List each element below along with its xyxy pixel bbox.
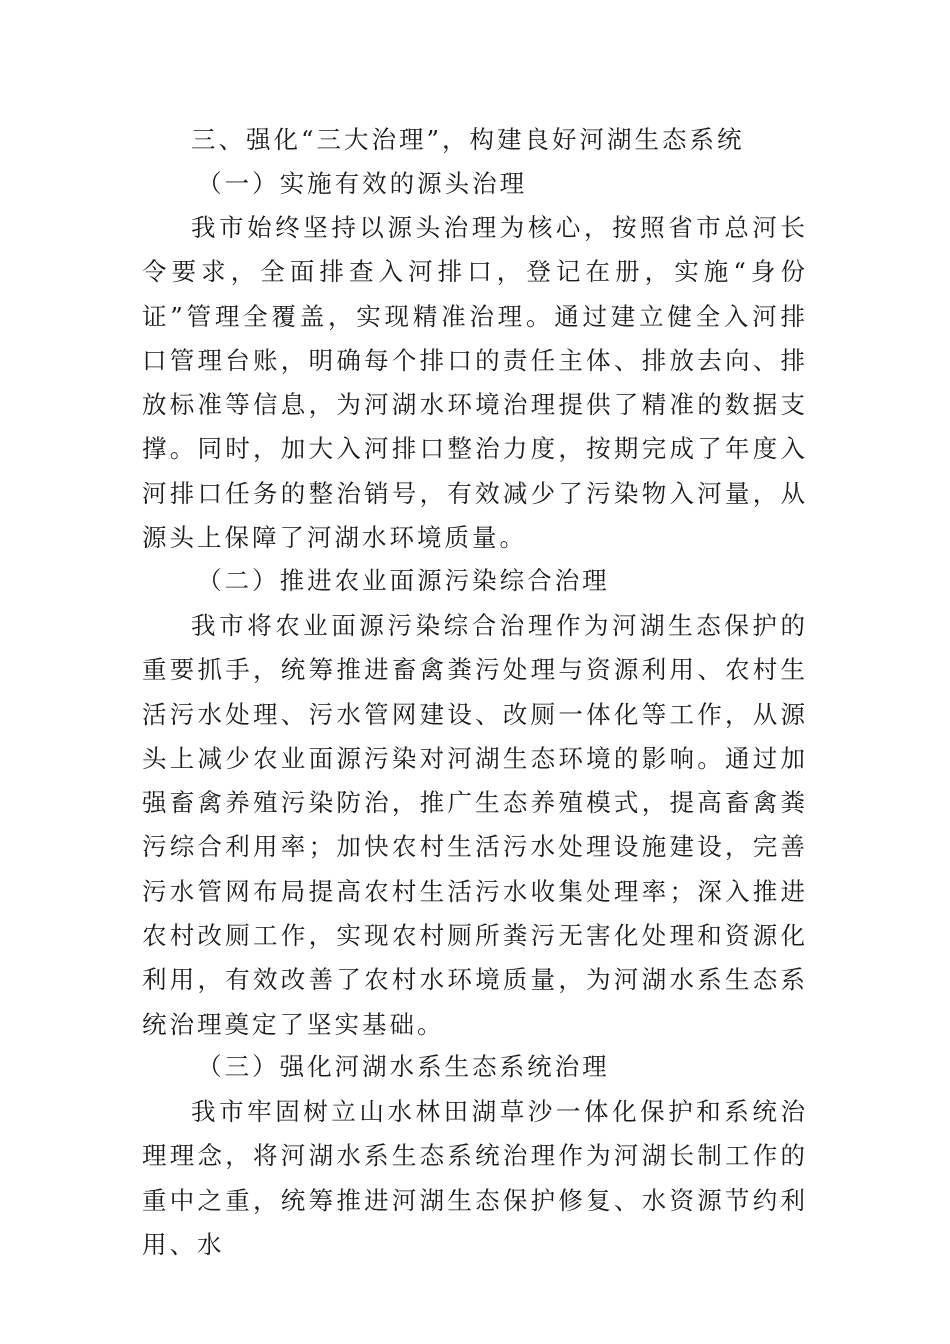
subsection-body-2: 我市将农业面源污染综合治理作为河湖生态保护的重要抓手，统筹推进畜禽粪污处理与资源利用、农村生活污水处理、污水管网建设、改厕一体化等工作，从源头上减少农业面源污染对河湖生态环境的影响。通过加强畜禽养殖污染防治，推广生态养殖模式，提高畜禽粪污综合利用率；加快农村生活污水处理设施建设，完善污水管网布局提高农村生活污水收集处理率；深入推进农村改厕工作，实现农村厕所粪污无害化处理和资源化利用，有效改善了农村水环境质量，为河湖水系生态系统治理奠定了坚实基础。 (142, 611, 808, 1039)
subsection-heading-2: （二）推进农业面源污染综合治理 (197, 566, 610, 595)
section-title: 三、强化“三大治理”，构建良好河湖生态系统 (191, 125, 745, 154)
subsection-heading-3: （三）强化河湖水系生态系统治理 (197, 1052, 610, 1081)
subsection-body-3: 我市牢固树立山水林田湖草沙一体化保护和系统治理理念，将河湖水系生态系统治理作为河湖长制工作的重中之重，统筹推进河湖生态保护修复、水资源节约利用、水 (142, 1097, 808, 1259)
subsection-heading-1: （一）实施有效的源头治理 (197, 169, 528, 198)
subsection-body-1: 我市始终坚持以源头治理为核心，按照省市总河长令要求，全面排查入河排口，登记在册，实施“身份证”管理全覆盖，实现精准治理。通过建立健全入河排口管理台账，明确每个排口的责任主体、排放去向、排放标准等信息，为河湖水环境治理提供了精准的数据支撑。同时，加大入河排口整治力度，按期完成了年度入河排口任务的整治销号，有效减少了污染物入河量，从源头上保障了河湖水环境质量。 (142, 213, 808, 553)
